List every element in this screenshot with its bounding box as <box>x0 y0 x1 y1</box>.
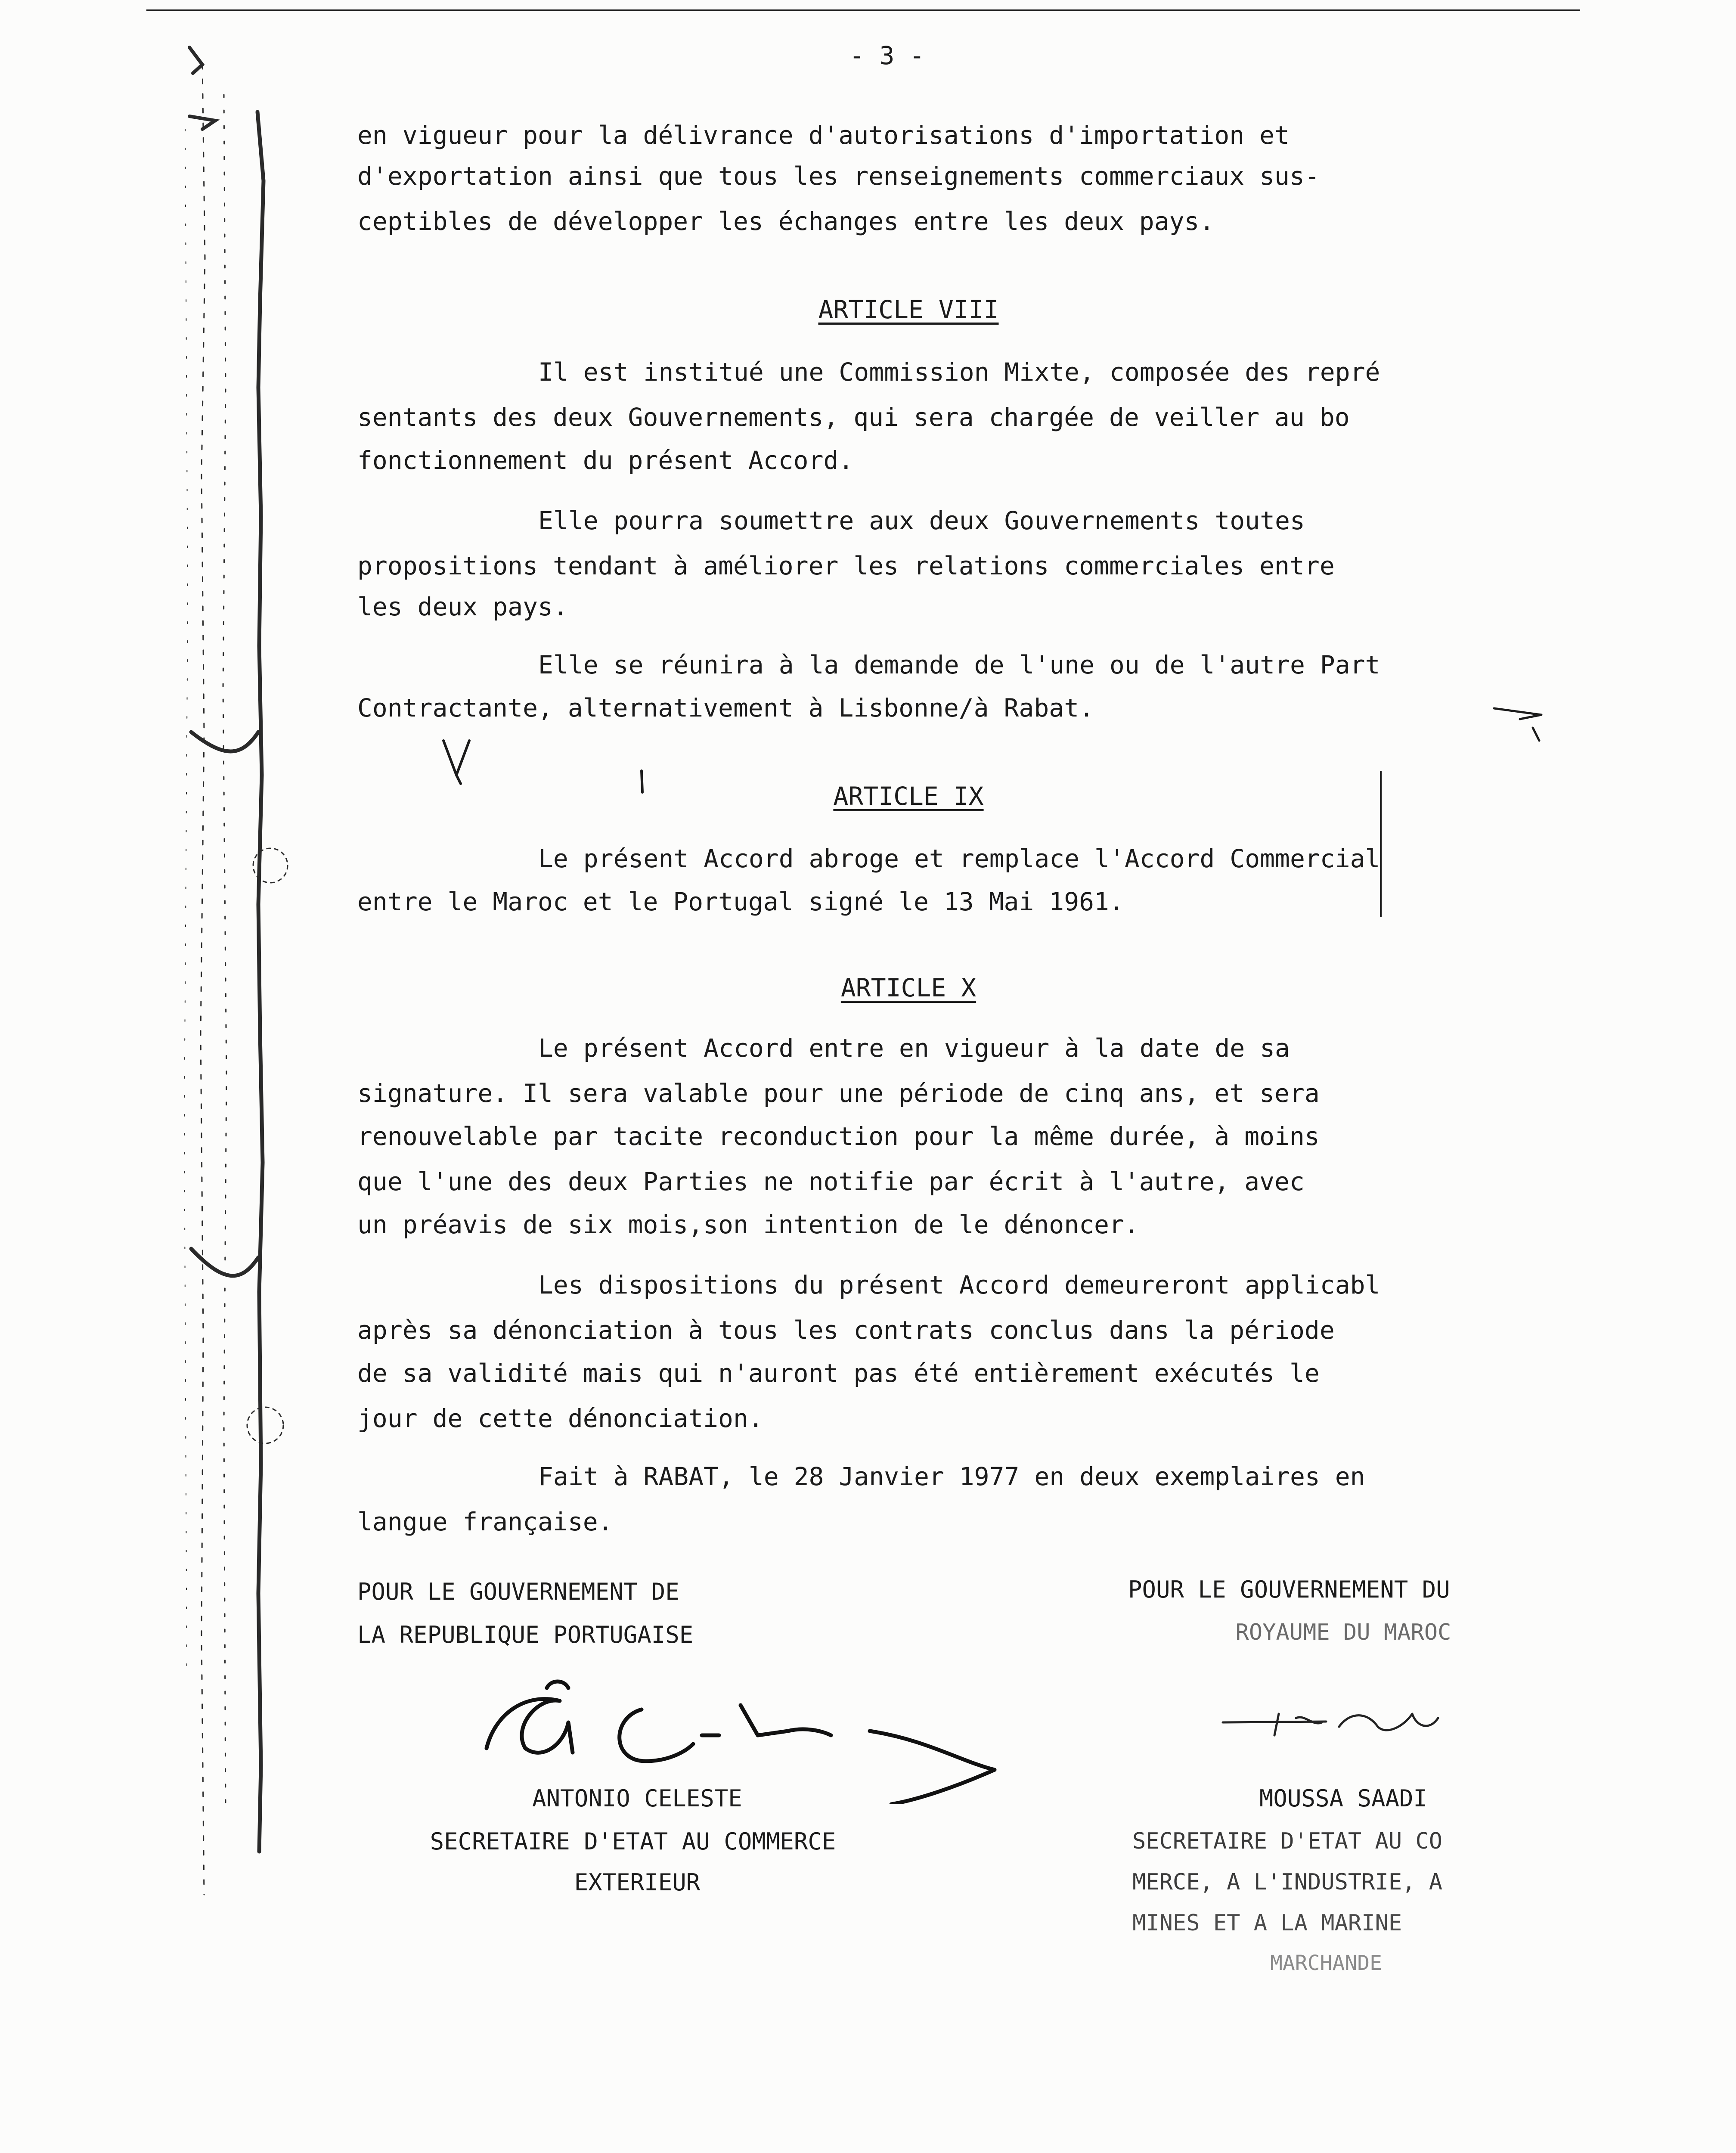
signatory-right-header-line: POUR LE GOUVERNEMENT DU <box>1128 1576 1450 1603</box>
article-8-heading: ARTICLE VIII <box>818 295 999 324</box>
article-8-paragraph-line: Elle pourra soumettre aux deux Gouvernements toutes <box>538 506 1305 535</box>
signatory-left-header-line: LA REPUBLIQUE PORTUGAISE <box>357 1621 694 1648</box>
closing-line: langue française. <box>357 1507 613 1536</box>
article-8-paragraph-line: Il est institué une Commission Mixte, composée des repré <box>538 357 1380 387</box>
article-8-paragraph-line: sentants des deux Gouvernements, qui sera chargée de veiller au bo <box>357 403 1350 432</box>
intro-line: en vigueur pour la délivrance d'autorisations d'importation et <box>357 121 1290 150</box>
article-9-paragraph-line: entre le Maroc et le Portugal signé le 13 Mai 1961. <box>357 887 1124 916</box>
intro-line: d'exportation ainsi que tous les renseignements commerciaux sus- <box>357 161 1320 191</box>
article-10-heading: ARTICLE X <box>840 973 976 1002</box>
signatory-right-title-line: MARCHANDE <box>1270 1951 1383 1975</box>
signatory-left-title-line: EXTERIEUR <box>574 1869 701 1896</box>
signature-left <box>461 1662 1063 1804</box>
article-10-paragraph-line: Le présent Accord entre en vigueur à la date de sa <box>538 1033 1290 1063</box>
article-10-paragraph-line: jour de cette dénonciation. <box>357 1404 763 1433</box>
article-9-heading: ARTICLE IX <box>833 782 984 811</box>
article-10-paragraph-line: que l'une des deux Parties ne notifie par écrit à l'autre, avec <box>357 1167 1305 1196</box>
signatory-right-name: MOUSSA SAADI <box>1259 1785 1428 1812</box>
article-9-paragraph-line: Le présent Accord abroge et remplace l'Accord Commercial <box>538 844 1380 873</box>
article-8-paragraph-line: Elle se réunira à la demande de l'une ou de l'autre Part <box>538 650 1380 679</box>
article-10-paragraph-line: signature. Il sera valable pour une période de cinq ans, et sera <box>357 1079 1320 1108</box>
article-10-paragraph-line: un préavis de six mois,son intention de le dénoncer. <box>357 1210 1139 1239</box>
signatory-right-title-line: SECRETAIRE D'ETAT AU CO <box>1132 1828 1443 1854</box>
signatory-right-title-line: MERCE, A L'INDUSTRIE, A <box>1132 1869 1443 1895</box>
signatory-right-title-line: MINES ET A LA MARINE <box>1132 1910 1402 1936</box>
article-8-paragraph-line: propositions tendant à améliorer les relations commerciales entre <box>357 551 1335 580</box>
article-10-paragraph-line: de sa validité mais qui n'auront pas été entièrement exécutés le <box>357 1359 1320 1388</box>
article-8-paragraph-line: les deux pays. <box>357 592 568 621</box>
article-10-paragraph-line: après sa dénonciation à tous les contrats conclus dans la période <box>357 1315 1335 1345</box>
signatory-left-name: ANTONIO CELESTE <box>532 1785 742 1812</box>
page-number: - 3 - <box>849 41 925 70</box>
article-10-paragraph-line: Les dispositions du présent Accord demeureront applicabl <box>538 1270 1380 1300</box>
closing-line: Fait à RABAT, le 28 Janvier 1977 en deux exemplaires en <box>538 1462 1365 1491</box>
signature-right <box>1214 1688 1481 1748</box>
article-10-paragraph-line: renouvelable par tacite reconduction pour la même durée, à moins <box>357 1122 1320 1151</box>
intro-line: ceptibles de développer les échanges entre les deux pays. <box>357 207 1215 236</box>
article-8-paragraph-line: Contractante, alternativement à Lisbonne/à Rabat. <box>357 693 1094 723</box>
signatory-left-title-line: SECRETAIRE D'ETAT AU COMMERCE <box>430 1828 836 1855</box>
article-8-paragraph-line: fonctionnement du présent Accord. <box>357 446 854 475</box>
signatory-right-header-line: ROYAUME DU MAROC <box>1235 1619 1451 1645</box>
signatory-left-header-line: POUR LE GOUVERNEMENT DE <box>357 1578 679 1605</box>
